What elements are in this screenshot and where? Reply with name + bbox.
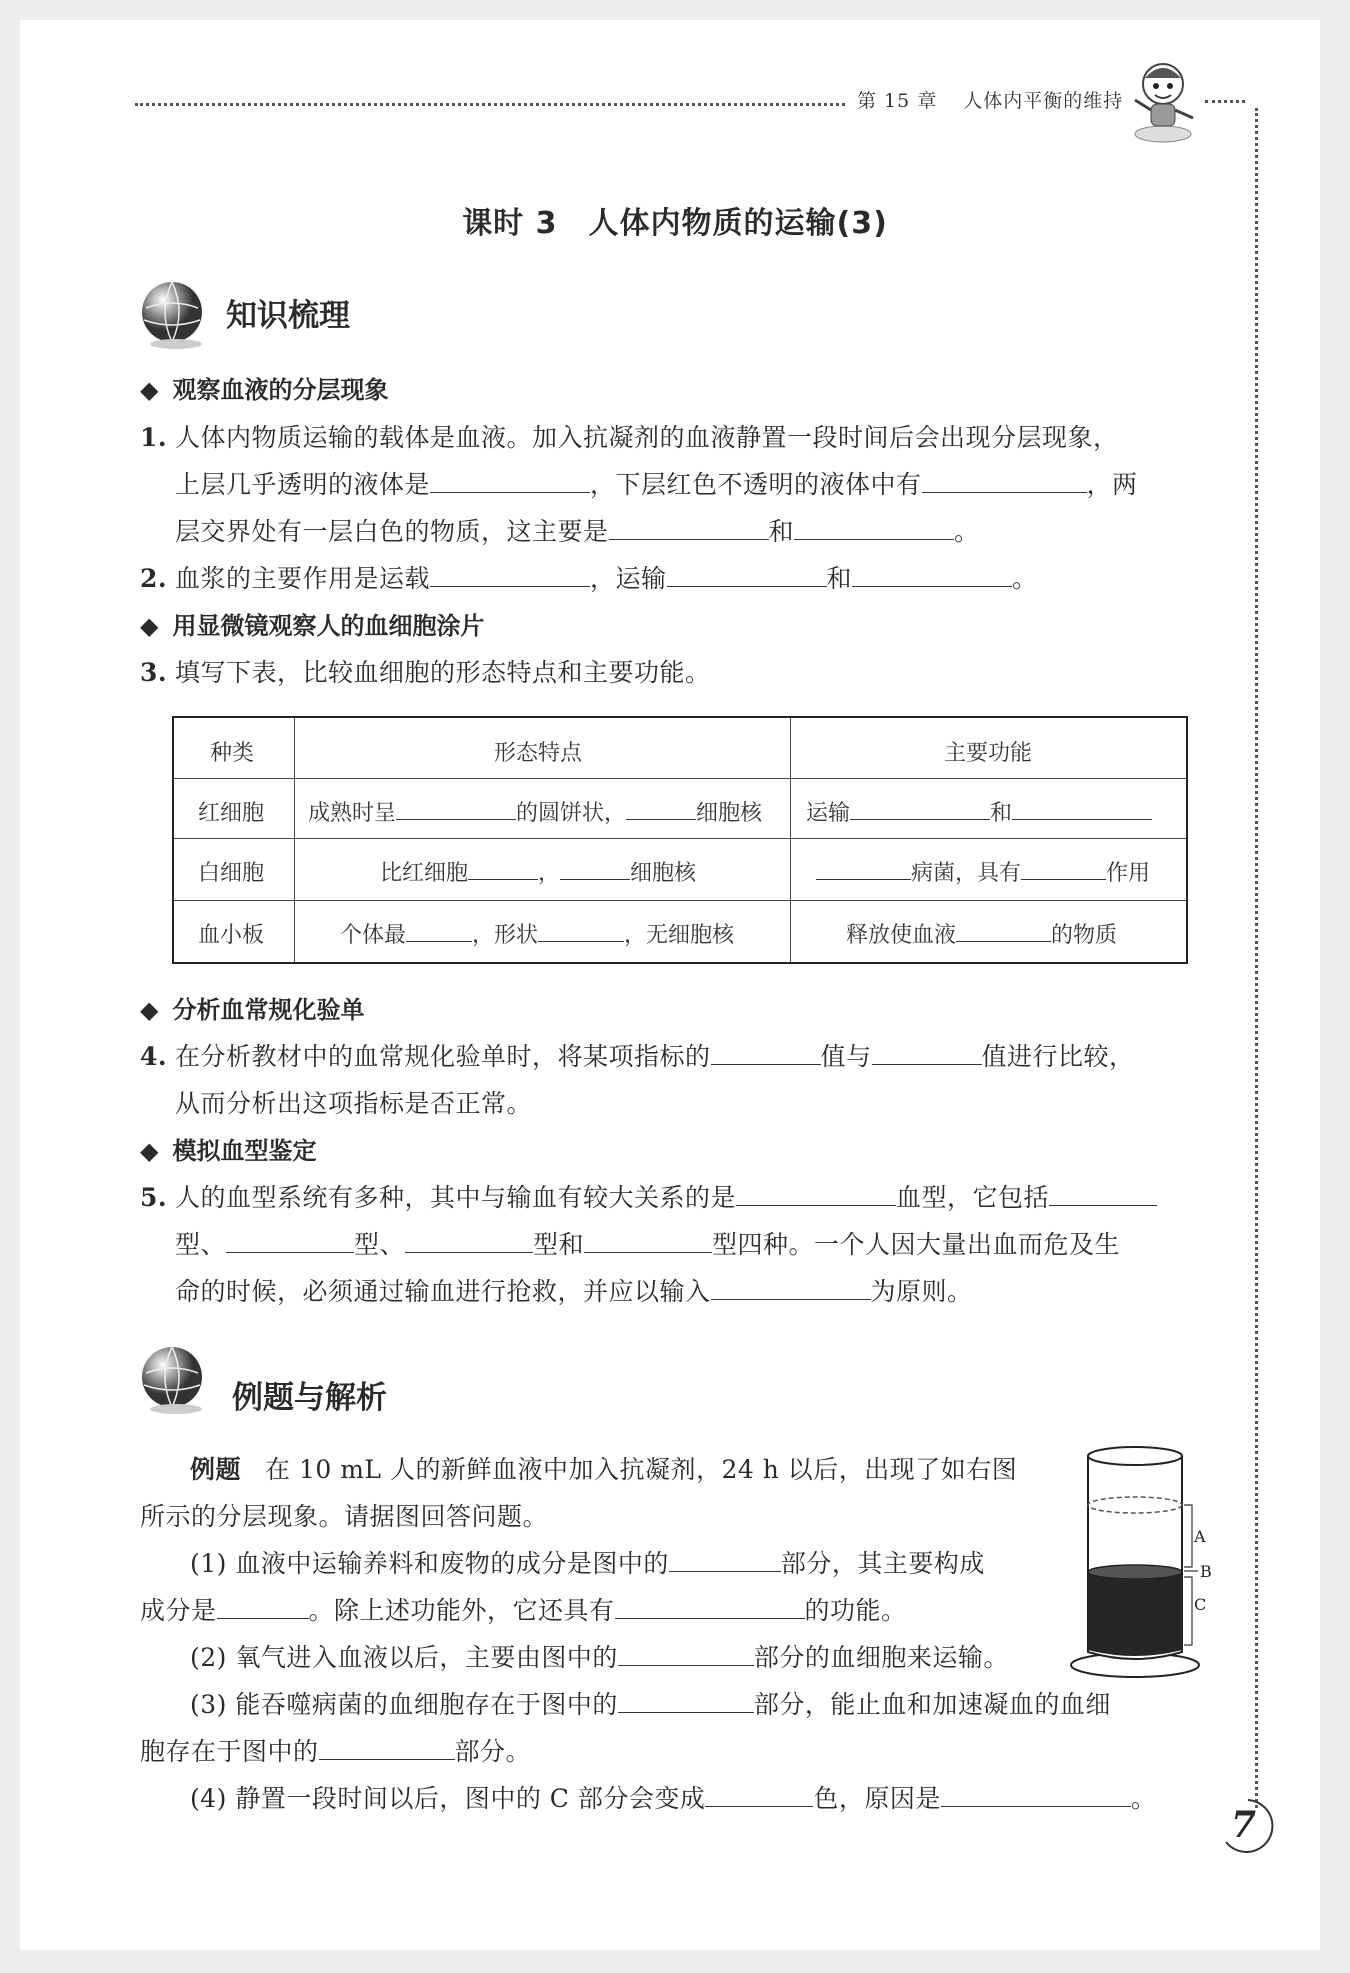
answer-blank[interactable] — [217, 1598, 309, 1619]
answer-blank[interactable] — [1049, 1185, 1157, 1206]
question-number: 1. — [140, 423, 168, 452]
blood-cell-table — [172, 716, 1188, 964]
answer-blank[interactable] — [405, 1232, 533, 1253]
diamond-icon: ◆ — [140, 1137, 159, 1165]
q5-text: 人的血型系统有多种，其中与输血有较大关系的是 — [175, 1183, 737, 1212]
label-b: B — [1200, 1562, 1212, 1581]
table-cell-function — [846, 918, 1117, 949]
section-title-knowledge: 知识梳理 — [226, 298, 350, 334]
q5-text: 型、 — [354, 1230, 406, 1259]
section-title-examples: 例题与解析 — [232, 1380, 387, 1416]
table-rule — [174, 838, 1186, 839]
table-cell-form — [308, 796, 762, 827]
cell-text: 和 — [990, 801, 1013, 826]
q5-text: 型四种。一个人因大量出血而危及生 — [712, 1230, 1121, 1259]
table-header-kind: 种类 — [210, 741, 255, 766]
answer-blank[interactable] — [560, 861, 630, 880]
q5-text: 命的时候，必须通过输血进行抢救，并应以输入 — [175, 1277, 711, 1306]
example-text: 色，原因是 — [813, 1784, 941, 1813]
header-dotted-rule-right — [1205, 100, 1245, 103]
answer-blank[interactable] — [430, 566, 590, 587]
answer-blank[interactable] — [319, 1739, 455, 1760]
answer-blank[interactable] — [626, 801, 696, 820]
q1-text: 上层几乎透明的液体是 — [175, 470, 431, 499]
table-rule — [294, 718, 295, 962]
q4-line-2: 从而分析出这项指标是否正常。 — [175, 1089, 533, 1118]
example-part-1-line-1 — [190, 1544, 985, 1580]
lesson-title: 课时 3 人体内物质的运输(3) — [462, 206, 888, 241]
cell-text: 释放使血液 — [846, 923, 957, 948]
answer-blank[interactable] — [618, 1692, 754, 1713]
answer-blank[interactable] — [468, 861, 538, 880]
question-number: 5. — [140, 1183, 168, 1212]
table-cell-function — [806, 796, 1152, 827]
chapter-number: 第 15 章 — [857, 90, 938, 112]
answer-blank[interactable] — [816, 861, 911, 880]
example-part-3-line-2 — [140, 1732, 531, 1768]
q5-text: 型和 — [533, 1230, 585, 1259]
subheading-text: 分析血常规化验单 — [172, 996, 365, 1024]
answer-blank[interactable] — [852, 566, 1012, 587]
answer-blank[interactable] — [1021, 861, 1106, 880]
cell-text: 成熟时呈 — [308, 801, 397, 826]
q2-line — [140, 559, 1038, 595]
answer-blank[interactable] — [226, 1232, 354, 1253]
table-cell-kind: 白细胞 — [198, 861, 265, 886]
example-part-4 — [190, 1779, 1156, 1815]
q1-line-3 — [175, 512, 980, 548]
q1-line-1 — [140, 418, 1119, 454]
example-text: (2) 氧气进入血液以后，主要由图中的 — [190, 1643, 618, 1672]
globe-icon — [136, 278, 208, 350]
label-a: A — [1194, 1527, 1206, 1546]
example-text: 部分，其主要构成 — [780, 1549, 985, 1578]
q1-text: ，两 — [1086, 470, 1138, 499]
answer-blank[interactable] — [736, 1185, 896, 1206]
running-header — [115, 76, 1255, 116]
cell-text: 细胞核 — [630, 861, 697, 886]
q1-text: 。 — [954, 517, 980, 546]
header-dotted-rule — [135, 103, 845, 106]
example-text: 部分的血细胞来运输。 — [753, 1643, 1009, 1672]
q4-text: 值与 — [820, 1042, 872, 1071]
answer-blank[interactable] — [430, 472, 590, 493]
answer-blank[interactable] — [538, 923, 624, 942]
cell-text: ，无细胞核 — [624, 923, 735, 948]
answer-blank[interactable] — [669, 1551, 781, 1572]
q4-text: 值进行比较， — [981, 1042, 1135, 1071]
q5-line-3 — [175, 1272, 973, 1308]
q4-line-1 — [140, 1037, 1135, 1073]
q2-text: 血浆的主要作用是运载 — [175, 564, 431, 593]
mascot-icon — [1125, 56, 1205, 146]
answer-blank[interactable] — [872, 1044, 982, 1065]
question-number: 2. — [140, 564, 168, 593]
cell-text: ， — [538, 861, 561, 886]
example-text: 部分。 — [454, 1737, 532, 1766]
header-text — [857, 86, 1149, 113]
q1-text: 和 — [768, 517, 795, 546]
example-line-1 — [190, 1450, 1017, 1486]
q5-line-1 — [140, 1178, 1157, 1214]
example-text: (3) 能吞噬病菌的血细胞存在于图中的 — [190, 1690, 618, 1719]
q5-text: 型、 — [175, 1230, 227, 1259]
answer-blank[interactable] — [941, 1786, 1131, 1807]
answer-blank[interactable] — [922, 472, 1087, 493]
cell-text: 运输 — [806, 801, 851, 826]
cell-text: 个体最 — [340, 923, 407, 948]
table-cell-function — [816, 856, 1150, 887]
margin-dotted-rule — [1255, 108, 1258, 1808]
q2-text: 和 — [826, 564, 853, 593]
answer-blank[interactable] — [794, 519, 954, 540]
answer-blank[interactable] — [615, 1598, 805, 1619]
answer-blank[interactable] — [396, 801, 516, 820]
subheading-microscope — [140, 606, 484, 641]
cell-text: 的物质 — [1051, 923, 1118, 948]
table-cell-form — [380, 856, 696, 887]
subheading-blood-layers — [140, 370, 388, 405]
cell-text: 的圆饼状， — [516, 801, 627, 826]
q5-text: 为原则。 — [870, 1277, 973, 1306]
answer-blank[interactable] — [609, 519, 769, 540]
table-cell-kind: 红细胞 — [198, 801, 265, 826]
answer-blank[interactable] — [711, 1279, 871, 1300]
subheading-text: 用显微镜观察人的血细胞涂片 — [172, 612, 485, 640]
example-part-3-line-1 — [190, 1685, 1111, 1721]
q2-text: ，运输 — [590, 564, 667, 593]
q3-line — [140, 653, 711, 689]
diamond-icon: ◆ — [140, 996, 159, 1024]
subheading-text: 观察血液的分层现象 — [172, 376, 389, 404]
answer-blank[interactable] — [618, 1645, 754, 1666]
subheading-blood-type — [140, 1131, 316, 1166]
q5-line-2 — [175, 1225, 1120, 1261]
diamond-icon: ◆ — [140, 612, 159, 640]
table-header-form: 形态特点 — [494, 741, 583, 766]
page-number-text: 7 — [1231, 1804, 1257, 1846]
q1-line-2 — [175, 465, 1138, 501]
example-text: 在 10 mL 人的新鲜血液中加入抗凝剂，24 h 以后，出现了如右图 — [265, 1455, 1018, 1484]
cell-text: 作用 — [1106, 861, 1151, 886]
table-rule — [174, 900, 1186, 901]
answer-blank[interactable] — [711, 1044, 821, 1065]
page-number — [1218, 1796, 1278, 1856]
example-label: 例题 — [190, 1455, 242, 1484]
table-cell-form — [340, 918, 734, 949]
answer-blank[interactable] — [705, 1786, 813, 1807]
diamond-icon: ◆ — [140, 376, 159, 404]
answer-blank[interactable] — [584, 1232, 712, 1253]
cell-text: ，形状 — [472, 923, 539, 948]
example-text: (4) 静置一段时间以后，图中的 C 部分会变成 — [190, 1784, 706, 1813]
chapter-title: 人体内平衡的维持 — [963, 90, 1124, 112]
answer-blank[interactable] — [667, 566, 827, 587]
q3-text: 填写下表，比较血细胞的形态特点和主要功能。 — [175, 658, 711, 687]
q1-text: ，下层红色不透明的液体中有 — [590, 470, 922, 499]
example-text: (1) 血液中运输养料和废物的成分是图中的 — [190, 1549, 669, 1578]
table-header-function: 主要功能 — [944, 741, 1033, 766]
globe-icon — [136, 1343, 208, 1415]
cell-text: 比红细胞 — [380, 861, 469, 886]
answer-blank[interactable] — [956, 923, 1051, 942]
example-part-1-line-2 — [140, 1591, 907, 1627]
example-text: 的功能。 — [804, 1596, 907, 1625]
subheading-blood-test — [140, 990, 364, 1025]
label-c: C — [1194, 1595, 1207, 1614]
table-cell-kind: 血小板 — [198, 923, 265, 948]
cell-text: 细胞核 — [696, 801, 763, 826]
example-line-2: 所示的分层现象。请据图回答问题。 — [140, 1502, 549, 1531]
example-text: 。 — [1130, 1784, 1157, 1813]
q1-text: 层交界处有一层白色的物质，这主要是 — [175, 517, 609, 546]
question-number: 3. — [140, 658, 168, 687]
example-text: 部分，能止血和加速凝血的血细 — [753, 1690, 1111, 1719]
q5-text: 血型，它包括 — [896, 1183, 1050, 1212]
example-text: 。除上述功能外，它还具有 — [308, 1596, 615, 1625]
example-part-2 — [190, 1638, 1009, 1674]
blood-cylinder-figure — [1060, 1440, 1210, 1680]
q2-text: 。 — [1012, 564, 1038, 593]
q1-text: 人体内物质运输的载体是血液。加入抗凝剂的血液静置一段时间后会出现分层现象， — [175, 423, 1119, 452]
answer-blank[interactable] — [850, 801, 990, 820]
table-rule — [790, 718, 791, 962]
example-text: 胞存在于图中的 — [140, 1737, 319, 1766]
q4-text: 在分析教材中的血常规化验单时，将某项指标的 — [175, 1042, 711, 1071]
example-text: 成分是 — [140, 1596, 217, 1625]
table-rule — [174, 778, 1186, 779]
answer-blank[interactable] — [406, 923, 472, 942]
question-number: 4. — [140, 1042, 168, 1071]
cell-text: 病菌，具有 — [911, 861, 1022, 886]
subheading-text: 模拟血型鉴定 — [172, 1137, 317, 1165]
answer-blank[interactable] — [1012, 801, 1152, 820]
